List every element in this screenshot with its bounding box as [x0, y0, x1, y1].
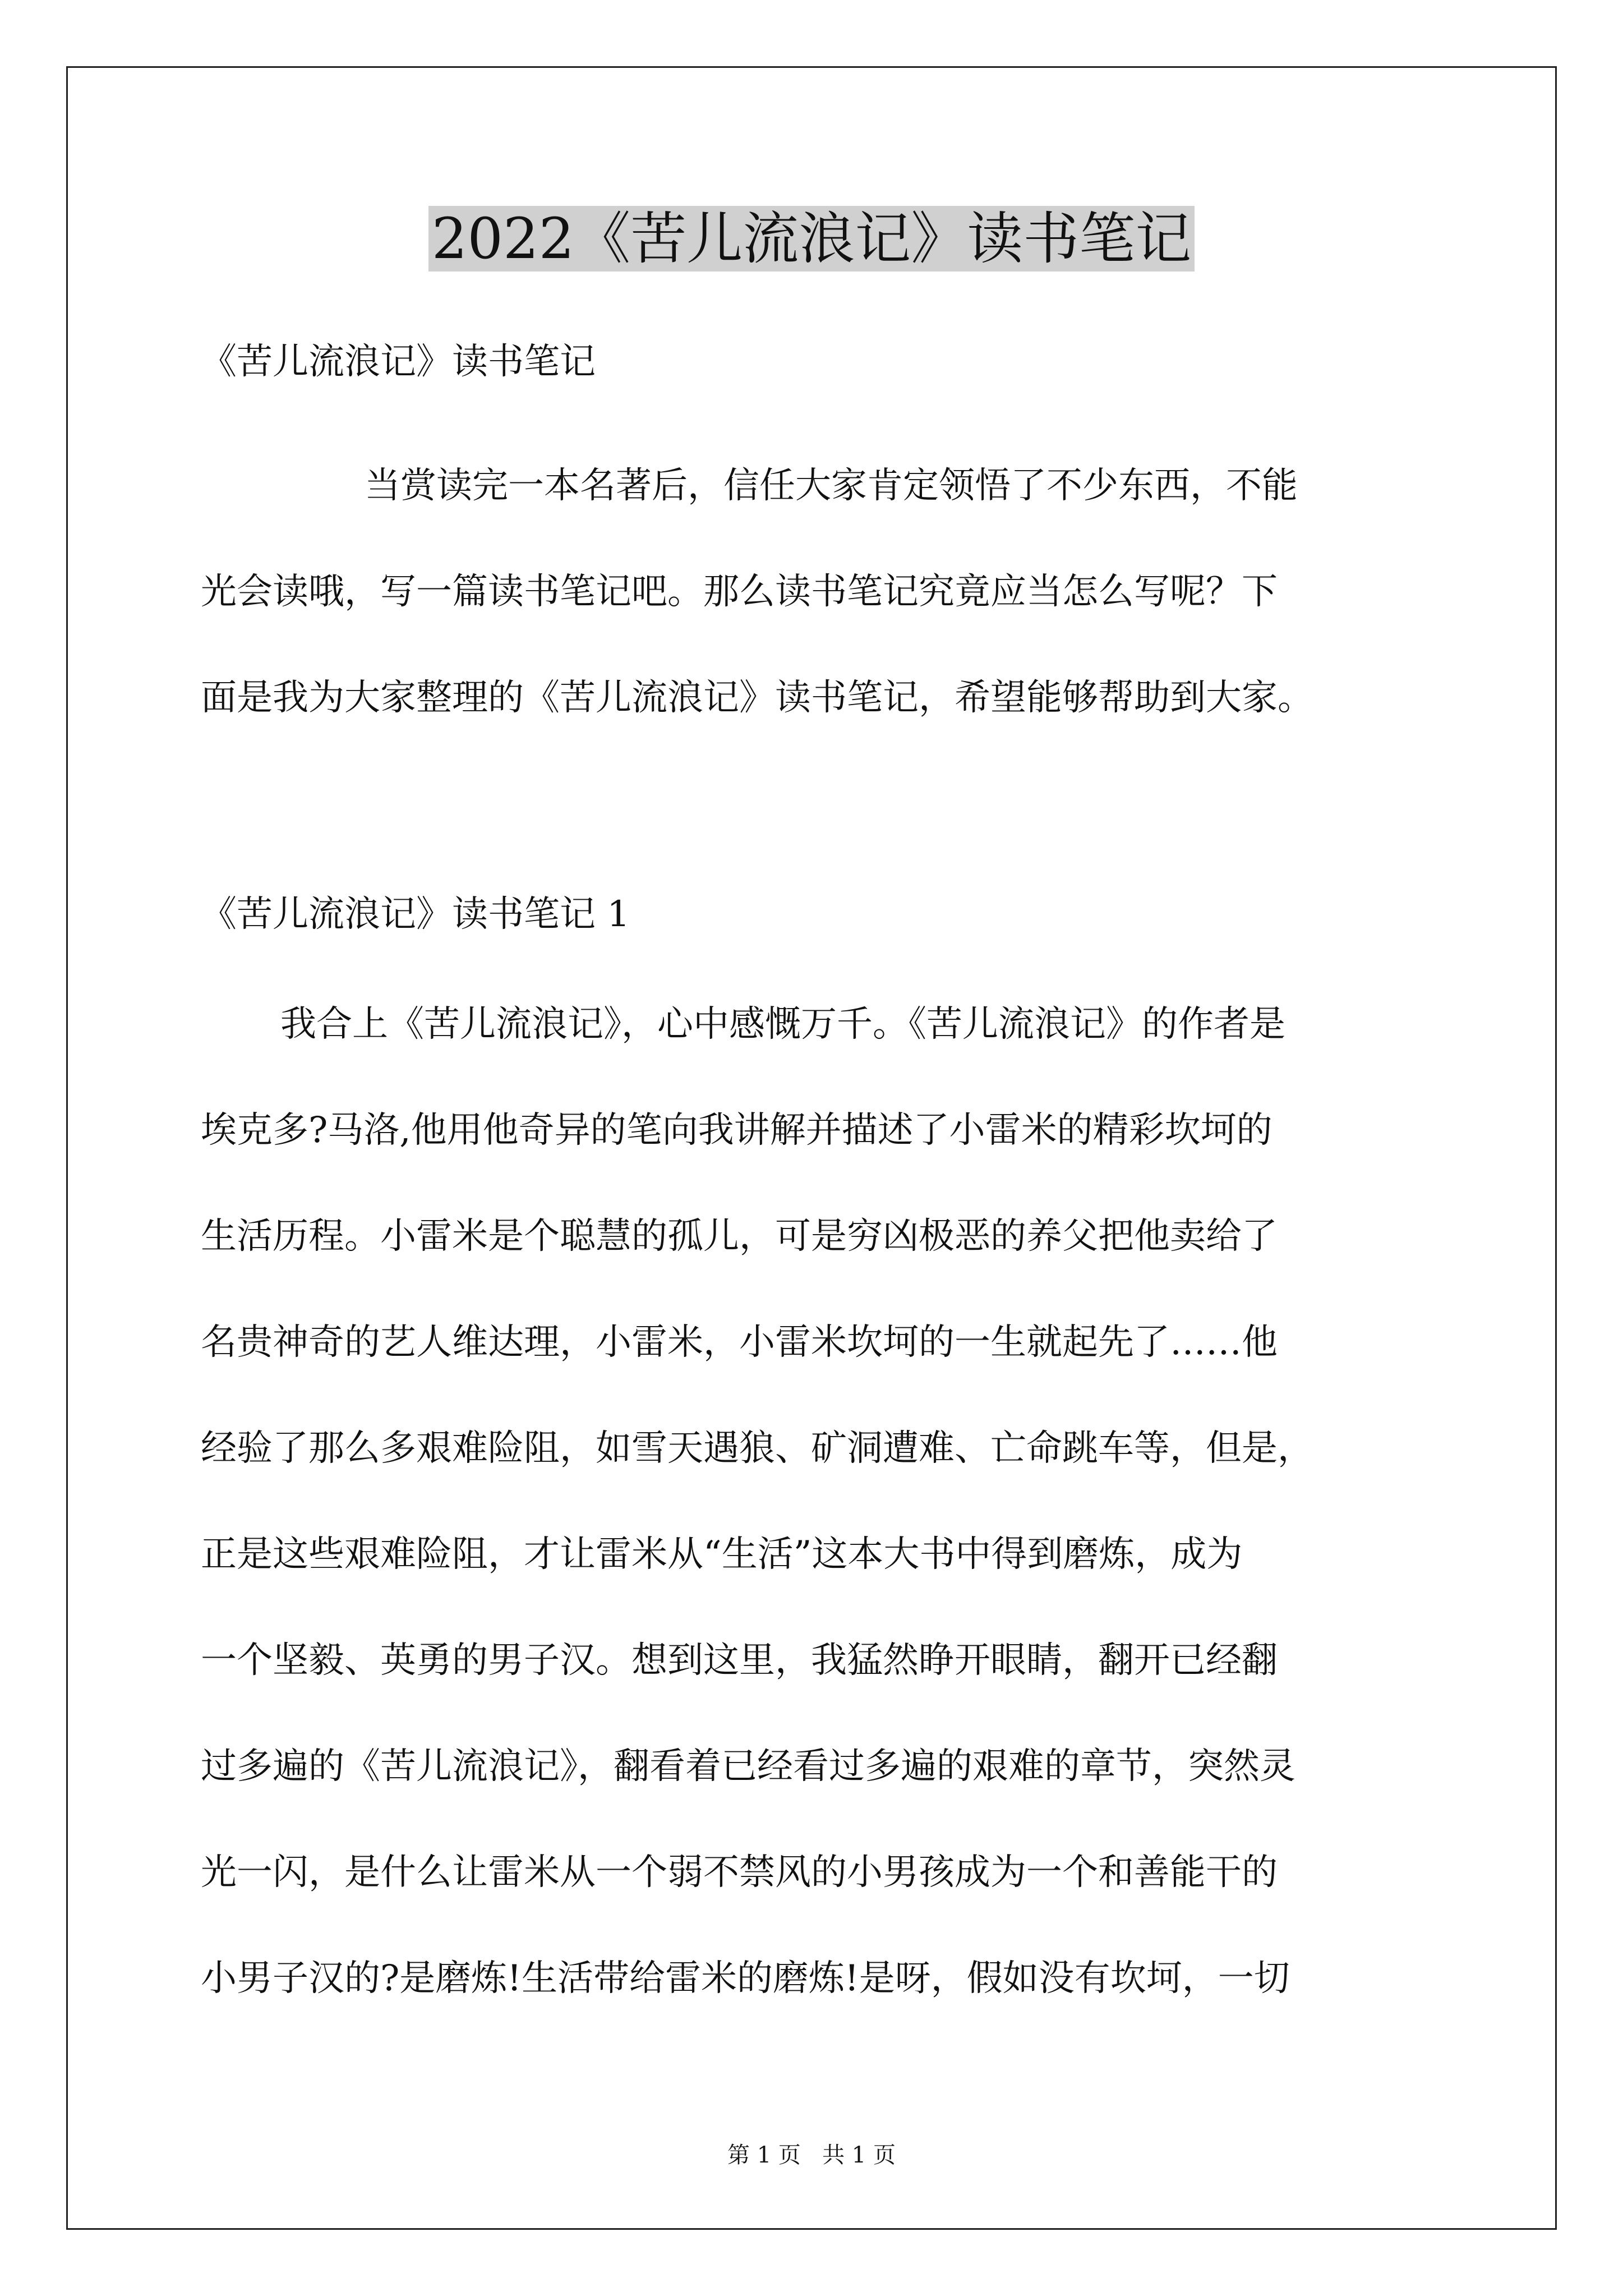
body-line-3: 生活历程。小雷米是个聪慧的孤儿，可是穷凶极恶的养父把他卖给了: [201, 1216, 1278, 1257]
body-line-1: 我合上《苦儿流浪记》，心中感慨万千。《苦儿流浪记》的作者是: [280, 1004, 1285, 1045]
body-line-10: 小男子汉的?是磨炼!生活带给雷米的磨炼!是呀，假如没有坎坷，一切: [201, 1958, 1290, 1999]
document-subtitle: 《苦儿流浪记》读书笔记: [201, 341, 596, 383]
document-title: [0, 200, 1623, 278]
intro-line-3: 面是我为大家整理的《苦儿流浪记》读书笔记，希望能够帮助到大家。: [201, 677, 1313, 719]
body-line-2: 埃克多?马洛,他用他奇异的笔向我讲解并描述了小雷米的精彩坎坷的: [201, 1110, 1272, 1151]
intro-line-2: 光会读哦，写一篇读书笔记吧。那么读书笔记究竟应当怎么写呢？下: [201, 571, 1278, 613]
body-line-8: 过多遍的《苦儿流浪记》，翻看着已经看过多遍的艰难的章节，突然灵: [201, 1746, 1295, 1787]
body-line-5: 经验了那么多艰难险阻，如雪天遇狼、矿洞遭难、亡命跳车等，但是，: [201, 1428, 1313, 1469]
page-footer: 第 1 页 共 1 页: [727, 2142, 896, 2168]
body-line-9: 光一闪，是什么让雷米从一个弱不禁风的小男孩成为一个和善能干的: [201, 1852, 1278, 1893]
body-line-7: 一个坚毅、英勇的男子汉。想到这里，我猛然睁开眼睛，翻开已经翻: [201, 1640, 1278, 1681]
body-line-6: 正是这些艰难险阻，才让雷米从“生活”这本大书中得到磨炼，成为: [201, 1534, 1243, 1575]
body-line-4: 名贵神奇的艺人维达理，小雷米，小雷米坎坷的一生就起先了……他: [201, 1322, 1278, 1363]
section-heading: 《苦儿流浪记》读书笔记 1: [201, 894, 630, 935]
document-title-text: 2022《苦儿流浪记》读书笔记: [428, 206, 1195, 272]
intro-line-1: 当赏读完一本名著后，信任大家肯定领悟了不少东西，不能: [365, 465, 1298, 507]
